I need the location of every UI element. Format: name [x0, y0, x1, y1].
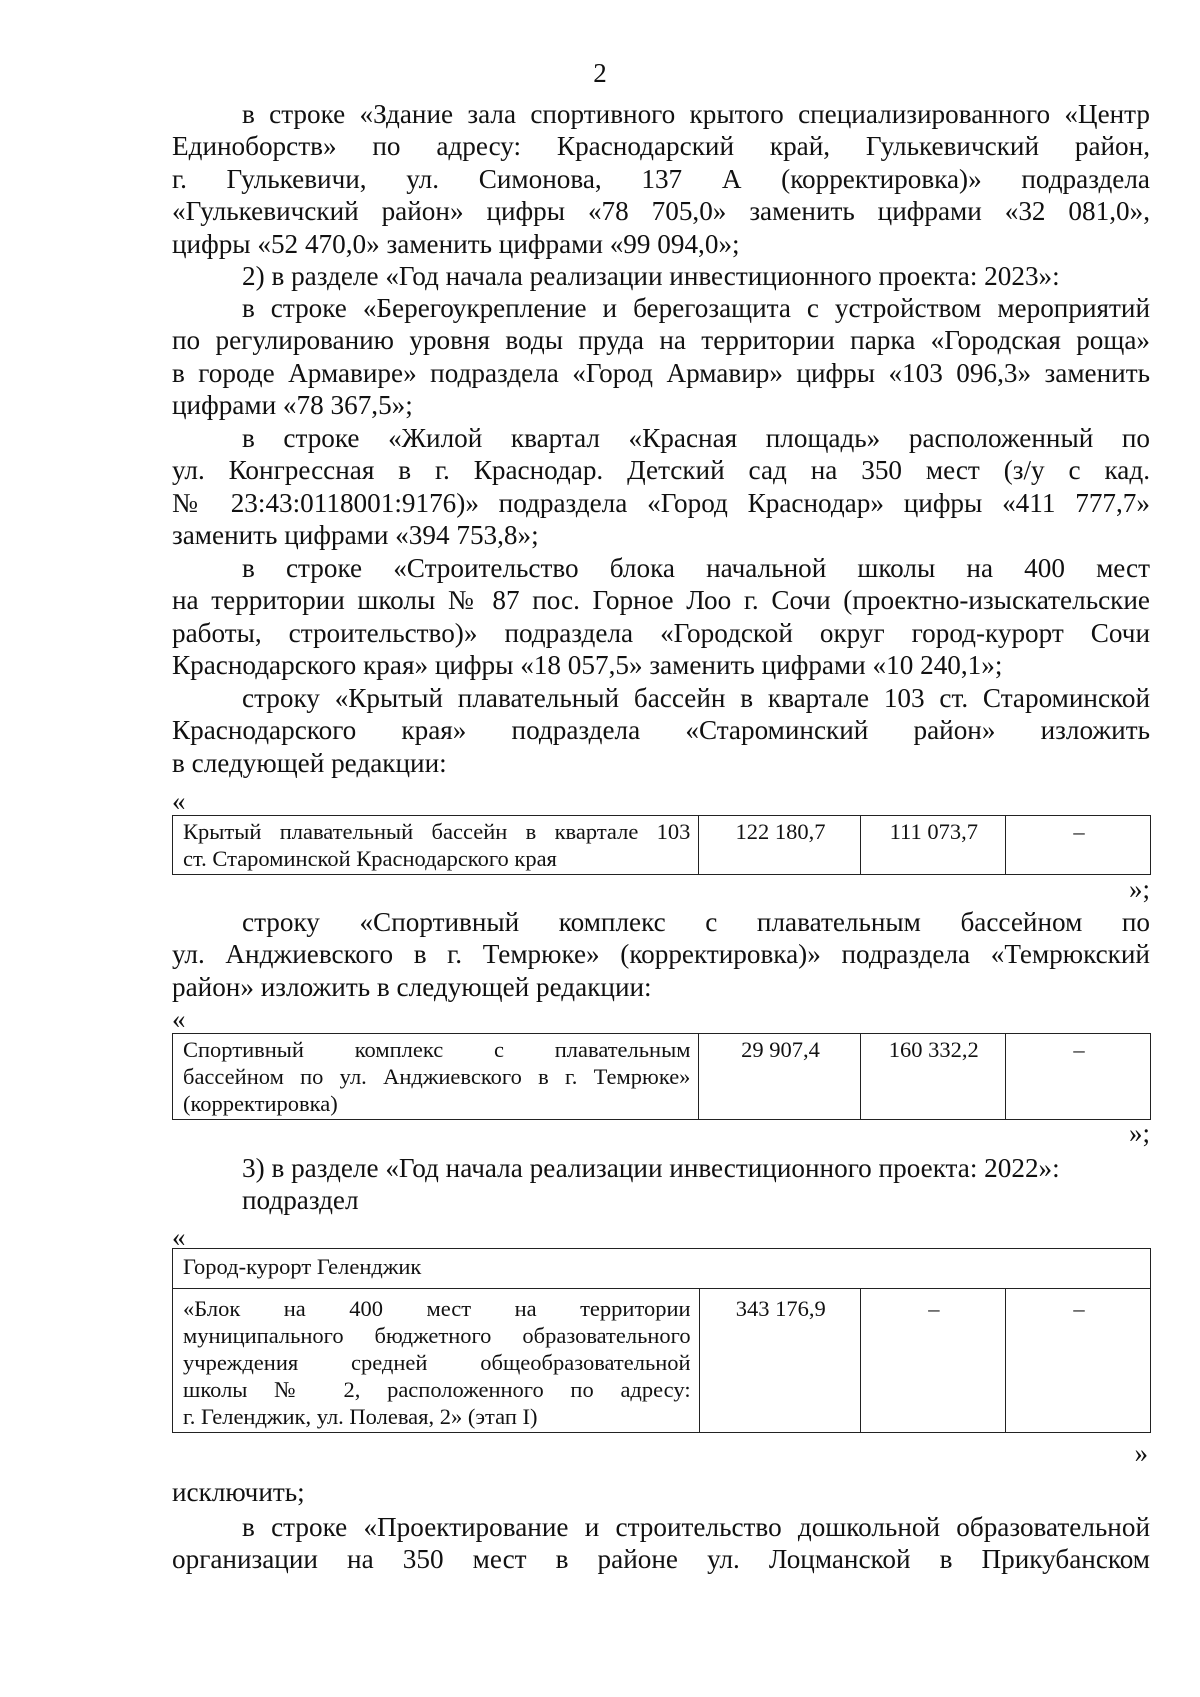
text-line: ул. Анджиевского в г. Темрюке» (корректировка)» подраздела «Темрюкский	[172, 939, 1150, 970]
cell-line: Спортивный комплекс с плавательным	[183, 1037, 691, 1062]
table-gelendzhik	[172, 1248, 1151, 1433]
cell-line: школы № 2, расположенного по адресу:	[183, 1377, 691, 1402]
cell-line: г. Геленджик, ул. Полевая, 2» (этап I)	[183, 1404, 538, 1429]
paragraph-krasnodar	[172, 422, 1150, 552]
paragraph-prikubansky	[172, 1511, 1150, 1576]
open-quote: «	[172, 786, 186, 816]
cell-line: Крытый плавательный бассейн в квартале 103	[183, 819, 691, 844]
value-cell: 122 180,7	[699, 816, 860, 875]
text-line: исключить;	[172, 1477, 305, 1507]
close-quote: »;	[1128, 1118, 1150, 1148]
text-line: в строке «Берегоукрепление и берегозащита с устройством мероприятий	[242, 293, 1150, 323]
cell-line: учреждения средней общеобразовательной	[183, 1350, 691, 1375]
section-heading-2023	[172, 260, 1150, 292]
paragraph-sochi	[172, 552, 1150, 682]
text-line: организации на 350 мест в районе ул. Лоцманской в Прикубанском	[172, 1544, 1150, 1575]
text-line: на территории школы № 87 пос. Горное Лоо г. Сочи (проектно-изыскательские	[172, 585, 1150, 616]
text-line: ул. Конгрессная в г. Краснодар. Детский сад на 350 мест (з/у с кад.	[172, 455, 1150, 486]
paragraph-gulkevichi	[172, 98, 1150, 260]
text-line: в строке «Здание зала спортивного крытого специализированного «Центр	[242, 99, 1150, 129]
paragraph-exclude	[172, 1476, 1150, 1508]
text-line: строку «Спортивный комплекс с плавательным бассейном по	[242, 907, 1150, 937]
text-line: заменить цифрами «394 753,8»;	[172, 520, 539, 551]
paragraph-temryuk	[172, 906, 1150, 1003]
text-line: по регулированию уровня воды пруда на территории парка «Городская роща»	[172, 325, 1150, 356]
cell-line: ст. Староминской Краснодарского края	[183, 846, 557, 871]
close-quote: »	[1134, 1438, 1148, 1468]
paragraph-starominskaya	[172, 682, 1150, 779]
open-quote: «	[172, 1004, 186, 1034]
paragraph-armavir	[172, 292, 1150, 422]
text-line: подраздел	[242, 1185, 359, 1216]
text-line: в строке «Проектирование и строительство дошкольной образовательной	[242, 1512, 1150, 1542]
table-header-row	[173, 1249, 1151, 1289]
section-heading-2022	[172, 1152, 1150, 1217]
value-cell: –	[1005, 1034, 1150, 1120]
object-name-cell	[173, 816, 699, 875]
cell-line: (корректировка)	[183, 1091, 338, 1116]
value-cell: 343 176,9	[699, 1289, 860, 1433]
cell-line: «Блок на 400 мест на территории	[183, 1296, 691, 1321]
text-line: строку «Крытый плавательный бассейн в квартале 103 ст. Староминской	[242, 683, 1150, 713]
value-cell: –	[1005, 1289, 1150, 1433]
table-row	[173, 816, 1151, 875]
table-starominskaya-pool	[172, 815, 1151, 875]
text-line: работы, строительство)» подраздела «Городской округ город-курорт Сочи	[172, 617, 1150, 648]
text-line: в городе Армавире» подраздела «Город Армавир» цифры «103 096,3» заменить	[172, 357, 1150, 388]
text-line: цифрами «78 367,5»;	[172, 390, 413, 421]
cell-line: бассейном по ул. Анджиевского в г. Темрюке»	[183, 1064, 691, 1089]
value-cell: 160 332,2	[860, 1034, 1005, 1120]
text-line: 2) в разделе «Год начала реализации инвестиционного проекта: 2023»:	[242, 261, 1060, 291]
table-row	[173, 1034, 1151, 1120]
text-line: цифры «52 470,0» заменить цифрами «99 094,0»;	[172, 228, 740, 259]
text-line: Краснодарского края» подраздела «Староминский район» изложить	[172, 715, 1150, 746]
cell-line: муниципального бюджетного образовательного	[183, 1323, 691, 1348]
open-quote: «	[172, 1222, 186, 1252]
close-quote: »;	[1128, 874, 1150, 904]
page-number: 2	[593, 58, 607, 88]
subsection-header-cell: Город-курорт Геленджик	[173, 1249, 1151, 1289]
text-line: г. Гулькевичи, ул. Симонова, 137 А (корректировка)» подраздела	[172, 163, 1150, 194]
text-line: Краснодарского края» цифры «18 057,5» заменить цифрами «10 240,1»;	[172, 650, 1003, 681]
table-temryuk-sports-complex	[172, 1033, 1151, 1120]
text-line: № 23:43:0118001:9176)» подраздела «Город Краснодар» цифры «411 777,7»	[172, 487, 1150, 518]
value-cell: –	[1005, 816, 1150, 875]
value-cell: –	[860, 1289, 1005, 1433]
value-cell: 29 907,4	[699, 1034, 860, 1120]
table-row	[173, 1289, 1151, 1433]
object-name-cell	[173, 1034, 699, 1120]
text-line: в строке «Жилой квартал «Красная площадь» расположенный по	[242, 423, 1150, 453]
value-cell: 111 073,7	[860, 816, 1005, 875]
text-line: район» изложить в следующей редакции:	[172, 971, 652, 1002]
text-line: Единоборств» по адресу: Краснодарский край, Гулькевичский район,	[172, 131, 1150, 162]
text-line: в следующей редакции:	[172, 747, 447, 778]
text-line: в строке «Строительство блока начальной школы на 400 мест	[242, 553, 1150, 583]
text-line: «Гулькевичский район» цифры «78 705,0» заменить цифрами «32 081,0»,	[172, 196, 1150, 227]
object-name-cell	[173, 1289, 700, 1433]
text-line: 3) в разделе «Год начала реализации инвестиционного проекта: 2022»:	[242, 1153, 1060, 1183]
